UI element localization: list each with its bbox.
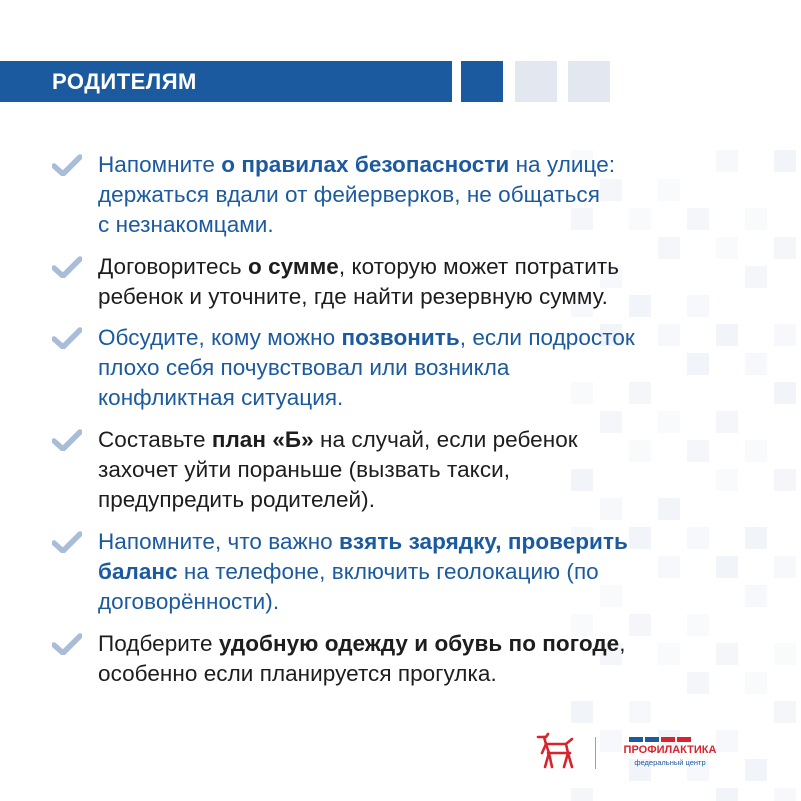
text-line	[98, 252, 801, 282]
brand-name: ПРОФИЛАКТИКА	[623, 744, 717, 756]
text-fragment: с незнакомцами.	[98, 212, 274, 237]
item-text	[98, 252, 801, 312]
horse-icon	[534, 731, 578, 771]
text-fragment: на случай, если ребенок	[313, 427, 578, 452]
text-fragment: конфликтная ситуация.	[98, 385, 344, 410]
text-fragment: Составьте	[98, 427, 212, 452]
brand-subtitle: федеральный центр	[634, 758, 706, 767]
text-fragment: на улице:	[509, 152, 616, 177]
item-text	[98, 150, 801, 240]
checkmark-icon	[52, 327, 82, 349]
text-line	[98, 150, 801, 180]
header-square-light	[515, 61, 557, 102]
footer-logos	[534, 731, 734, 776]
checkmark-icon	[52, 531, 82, 553]
text-line	[98, 659, 801, 689]
text-fragment: предупредить родителей).	[98, 487, 375, 512]
text-line	[98, 455, 801, 485]
text-fragment: ,	[619, 631, 626, 656]
text-line	[98, 323, 801, 353]
text-line	[98, 425, 801, 455]
bold-fragment: удобную одежду и обувь по погоде	[218, 631, 620, 656]
item-text	[98, 323, 801, 413]
tricolor-flag-strip	[629, 737, 693, 742]
bold-fragment: взять зарядку, проверить	[339, 529, 628, 554]
item-text	[98, 527, 801, 617]
text-fragment: плохо себя почувствовал или возникла	[98, 355, 510, 380]
text-fragment: , которую может потратить	[338, 254, 619, 279]
text-fragment: держаться вдали от фейерверков, не общаться	[98, 182, 600, 207]
bold-fragment: о сумме	[247, 254, 339, 279]
page-title: РОДИТЕЛЯМ	[52, 69, 197, 94]
header-square-blue	[461, 61, 503, 102]
text-fragment: договорённости).	[98, 589, 280, 614]
text-line	[98, 629, 801, 659]
text-fragment: захочет уйти пораньше (вызвать такси,	[98, 457, 511, 482]
text-fragment: , если подросток	[459, 325, 635, 350]
bold-fragment: план «Б»	[211, 427, 314, 452]
text-fragment: Договоритесь	[98, 254, 248, 279]
text-line	[98, 587, 801, 617]
text-fragment: Напомните	[98, 152, 222, 177]
text-line	[98, 210, 801, 240]
checkmark-icon	[52, 633, 82, 655]
header-square-light	[568, 61, 610, 102]
checkmark-icon	[52, 256, 82, 278]
text-line	[98, 527, 801, 557]
text-fragment: ребенок и уточните, где найти резервную сумму.	[98, 284, 608, 309]
bold-fragment: баланс	[98, 559, 178, 584]
text-line	[98, 282, 801, 312]
text-line	[98, 180, 801, 210]
text-fragment: особенно если планируется прогулка.	[98, 661, 497, 686]
text-fragment: Напомните, что важно	[98, 529, 340, 554]
text-fragment: на телефоне, включить геолокацию (по	[177, 559, 599, 584]
text-line	[98, 353, 801, 383]
bold-fragment: позвонить	[341, 325, 460, 350]
text-line	[98, 557, 801, 587]
text-line	[98, 485, 801, 515]
item-text	[98, 629, 801, 689]
footer-divider	[595, 737, 596, 769]
item-text	[98, 425, 801, 515]
checkmark-icon	[52, 429, 82, 451]
checkmark-icon	[52, 154, 82, 176]
text-line	[98, 383, 801, 413]
bold-fragment: о правилах безопасности	[221, 152, 510, 177]
text-fragment: Обсудите, кому можно	[98, 325, 342, 350]
text-fragment: Подберите	[98, 631, 219, 656]
